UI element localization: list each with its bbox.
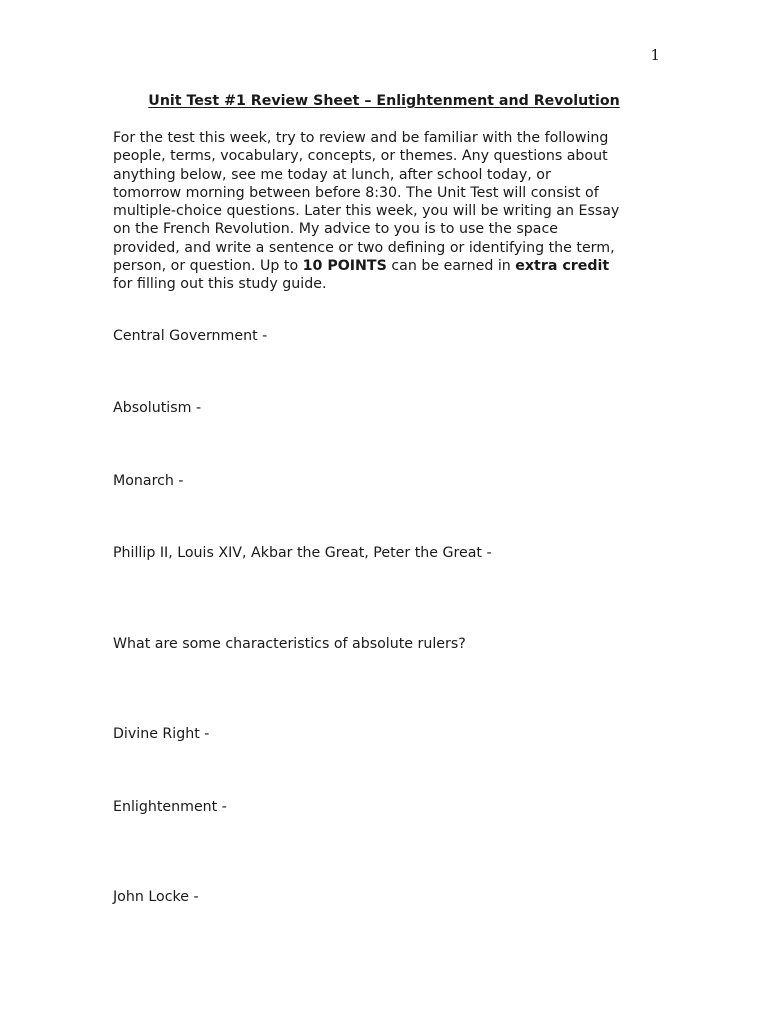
- document-title: Unit Test #1 Review Sheet – Enlightenment and Revolution: [148, 93, 620, 109]
- instructions-line: [113, 257, 653, 275]
- instructions-line: provided, and write a sentence or two defining or identifying the term,: [113, 239, 615, 256]
- page-number: 1: [650, 46, 660, 64]
- instructions-paragraph: [113, 129, 653, 294]
- instructions-line: on the French Revolution. My advice to you is to use the space: [113, 221, 558, 238]
- instructions-line: anything below, see me today at lunch, after school today, or: [113, 166, 551, 183]
- instructions-line: for filling out this study guide.: [113, 276, 327, 293]
- extra-credit-emphasis: extra credit: [515, 258, 610, 275]
- instructions-line: tomorrow morning between before 8:30. The Unit Test will consist of: [113, 184, 599, 201]
- instructions-line: multiple-choice questions. Later this week, you will be writing an Essay: [113, 203, 620, 220]
- instructions-line: people, terms, vocabulary, concepts, or themes. Any questions about: [113, 148, 608, 165]
- review-question-absolute-rulers: What are some characteristics of absolute rulers?: [113, 636, 466, 652]
- review-item-central-government: Central Government -: [113, 328, 268, 344]
- review-item-john-locke: John Locke -: [113, 889, 199, 905]
- review-item-rulers: Phillip II, Louis XIV, Akbar the Great, Peter the Great -: [113, 545, 492, 561]
- review-item-absolutism: Absolutism -: [113, 400, 202, 416]
- instructions-text: person, or question. Up to: [113, 258, 303, 275]
- points-emphasis: 10 POINTS: [302, 258, 387, 275]
- review-item-enlightenment: Enlightenment -: [113, 799, 227, 815]
- instructions-text: can be earned in: [386, 258, 516, 275]
- review-item-divine-right: Divine Right -: [113, 726, 210, 742]
- review-item-monarch: Monarch -: [113, 473, 184, 489]
- instructions-line: For the test this week, try to review and be familiar with the following: [113, 130, 609, 146]
